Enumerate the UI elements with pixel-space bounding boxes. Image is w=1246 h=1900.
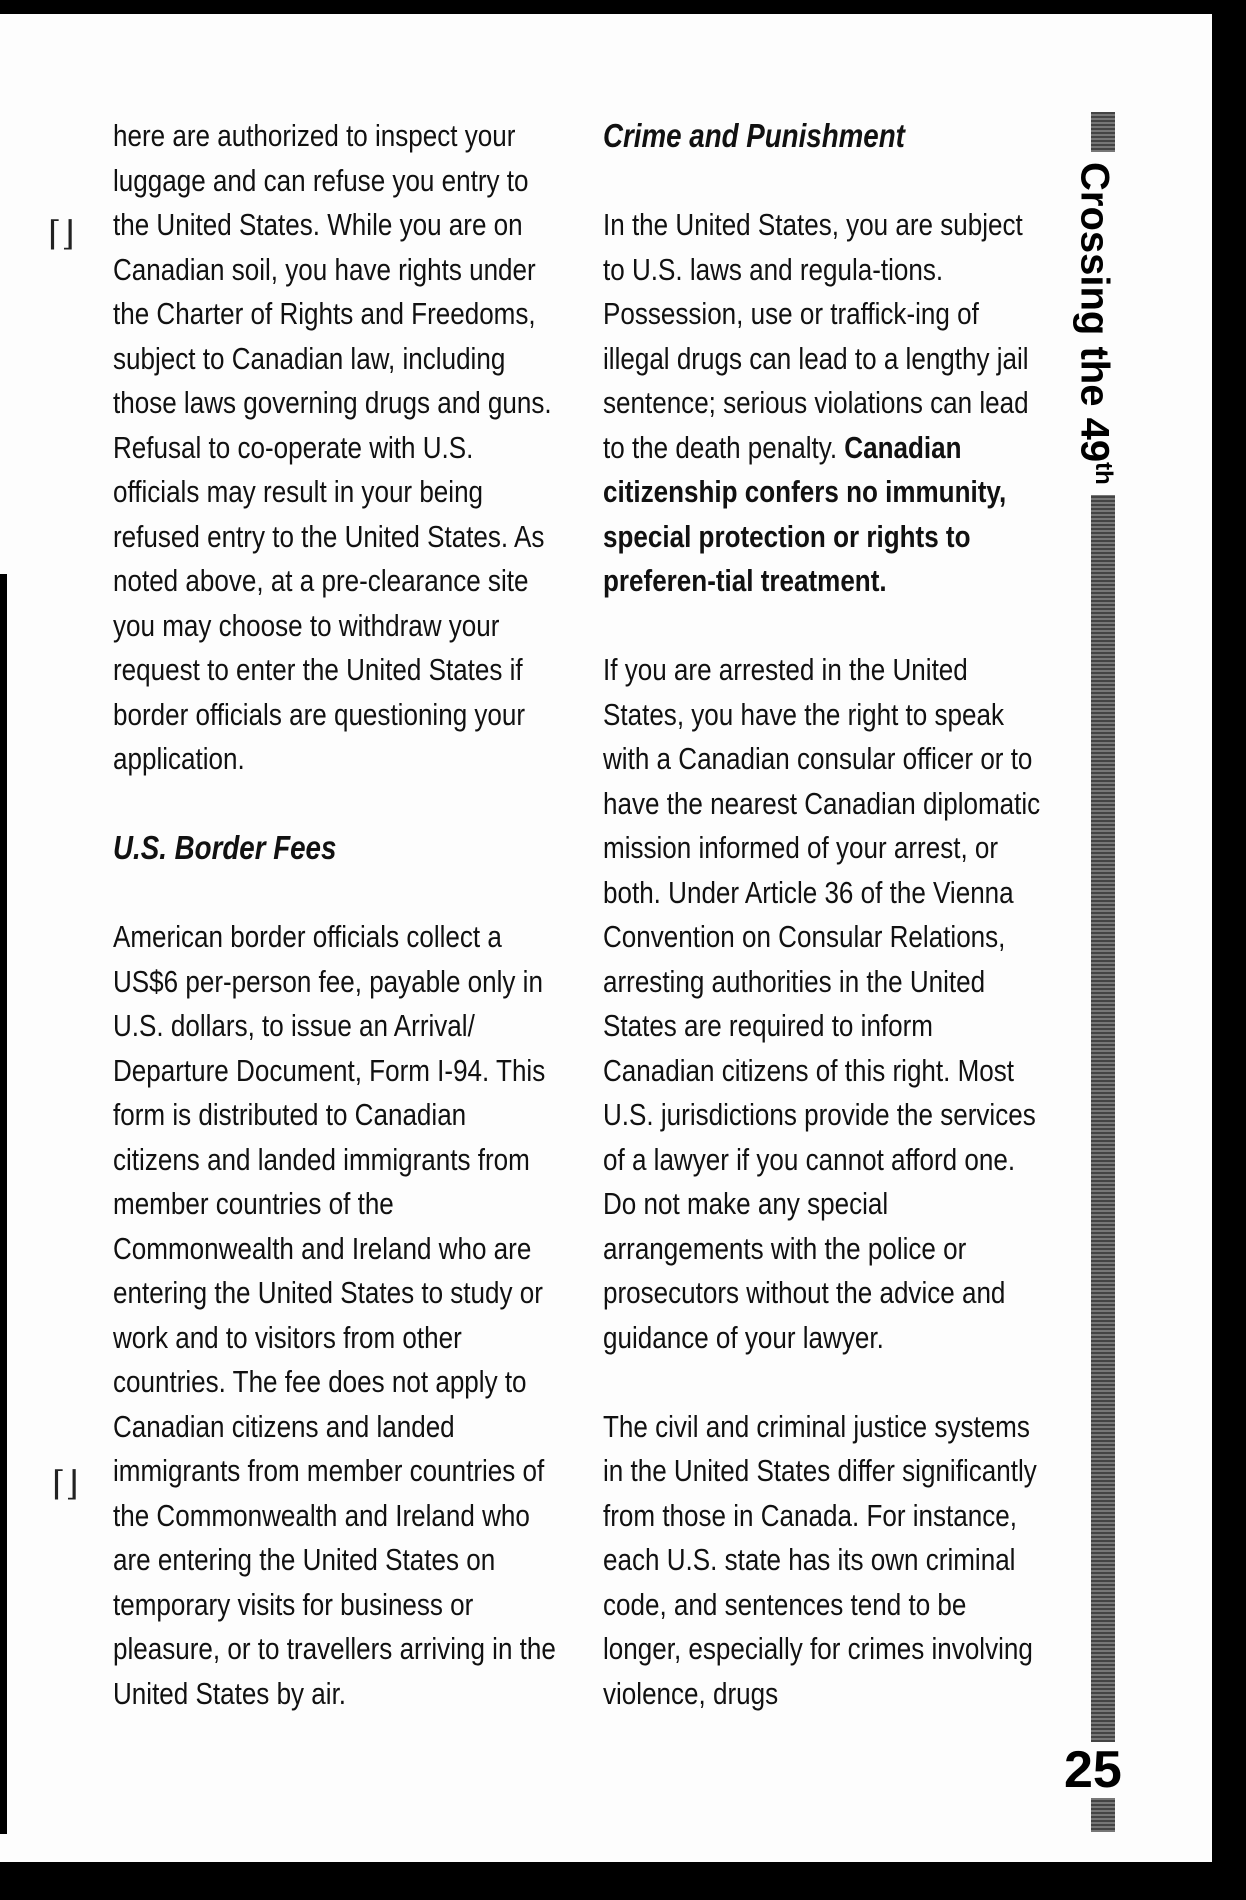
border-fees-heading: U.S. Border Fees <box>113 829 337 866</box>
sidebar-title <box>1072 152 1123 495</box>
left-column <box>113 114 558 1716</box>
document-page <box>0 14 1212 1862</box>
border-fees-paragraph: American border officials collect a US$6 per-person fee, payable only in U.S. dollars, to issue an Arrival/ Departure Document, Form I-94. This form is distributed to Canadian citizens and landed immigrants from member countries of the Commonwealth and Ireland who are entering the United States to study or work and to visitors from other countries. The fee does not apply to Canadian citizens and landed immigrants from member countries of the Commonwealth and Ireland who are entering the United States on temporary visits for business or pleasure, or to travellers arriving in the United States by air. <box>113 919 556 1711</box>
justice-systems-paragraph: The civil and criminal justice systems in the United States differ significantly from those in Canada. For instance, each U.S. state has its own criminal code, and sentences tend to be longer, especially for crimes involving violence, drugs <box>603 1408 1037 1711</box>
border-inspection-paragraph: here are authorized to inspect your luggage and can refuse you entry to the United States. While you are on Canadian soil, you have rights under the Charter of Rights and Freedoms, subject to Canadian law, including those laws governing drugs and guns. Refusal to co-operate with U.S. officials may result in your being refused entry to the United States. As noted above, at a pre-clearance site you may choose to withdraw your request to enter the United States if border officials are questioning your application. <box>113 118 552 776</box>
us-laws-text: In the United States, you are subject to U.S. laws and regula-tions. Possession, use or traffick-ing of illegal drugs can lead to a lengthy jail sentence; serious violations can lead to the death penalty. <box>603 207 1029 465</box>
us-laws-paragraph <box>603 203 1048 604</box>
binding-mark-top: ⌈⌋ <box>48 214 75 254</box>
right-column <box>603 114 1048 1716</box>
sidebar-title-superscript: th <box>1090 462 1117 485</box>
binding-mark-bottom: ⌈⌋ <box>52 1464 79 1504</box>
citizenship-immunity-text: Canadian citizenship confers no immunity, special protection or rights to preferen-tial treatment. <box>603 429 1007 598</box>
left-binding-rule <box>0 574 7 1834</box>
crime-punishment-heading: Crime and Punishment <box>603 117 905 154</box>
sidebar-title-text: Crossing the 49 <box>1072 162 1117 463</box>
arrest-rights-paragraph: If you are arrested in the United States, you have the right to speak with a Canadian consular officer or to have the nearest Canadian diplomatic mission informed of your arrest, or both. Under Article 36 of the Vienna Convention on Consular Relations, arresting authorities in the United States are required to inform Canadian citizens of this right. Most U.S. jurisdictions provide the services of a lawyer if you cannot afford one. Do not make any special arrangements with the police or prosecutors without the advice and guidance of your lawyer. <box>603 652 1041 1355</box>
page-number: 25 <box>1060 1742 1126 1798</box>
